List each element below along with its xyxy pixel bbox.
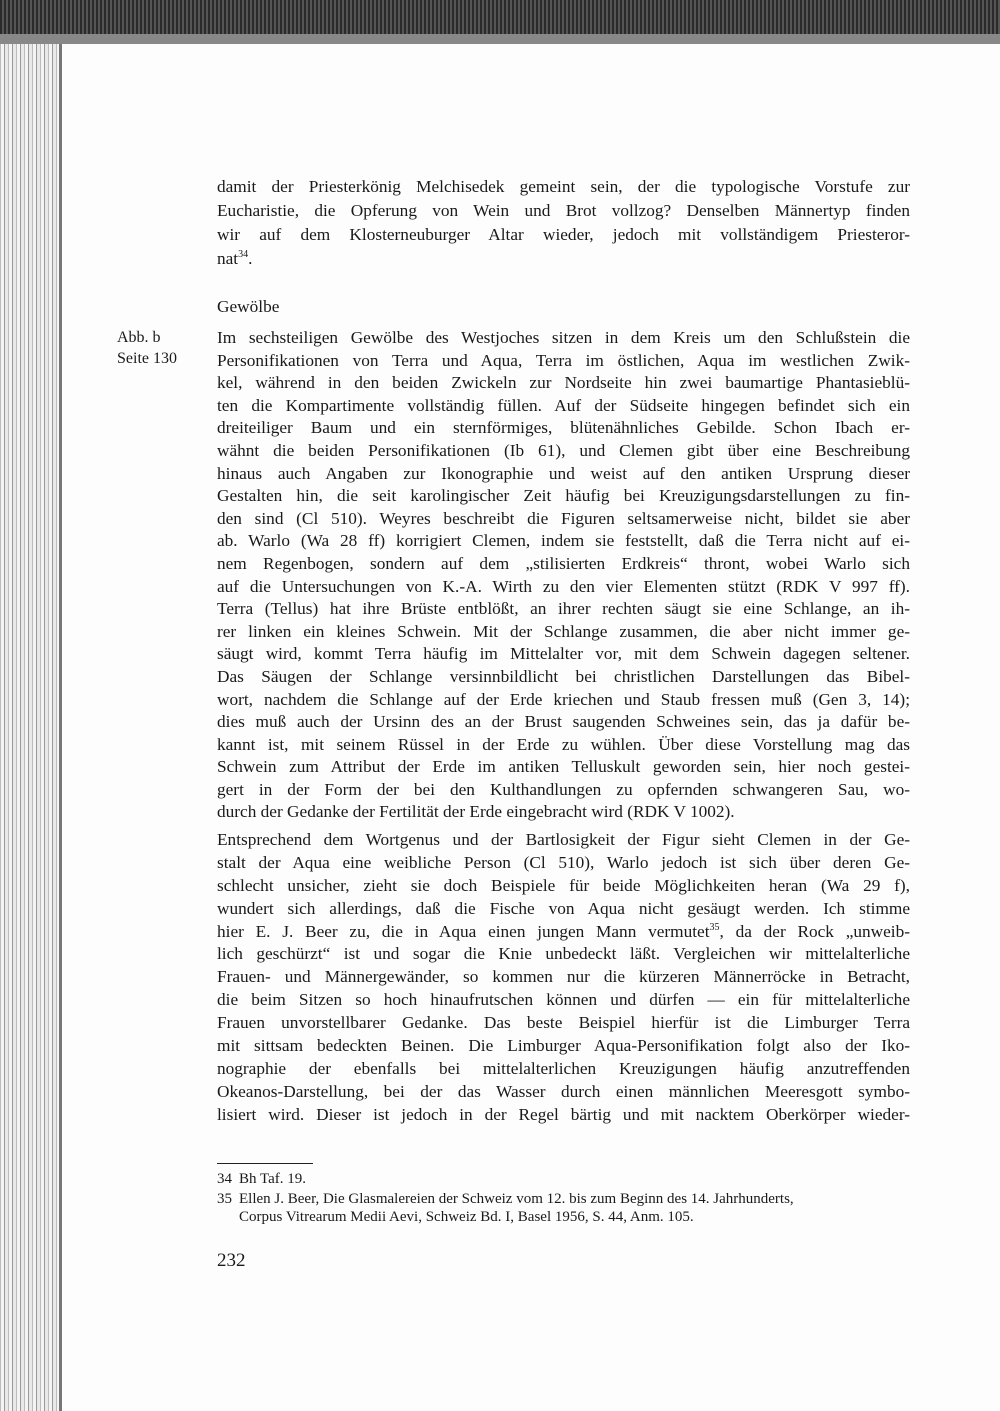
paragraph-1 — [217, 175, 910, 271]
footnote-ref: 35 — [709, 921, 720, 933]
text: . — [248, 249, 253, 268]
text-line: säugt wird, kommt Terra häufig im Mittelalter vor, mit dem Schwein dagegen seltener. — [217, 644, 910, 664]
footnote-number: 34 — [217, 1171, 232, 1187]
text-line: dreiteiliger Baum und ein sternförmiges, blütenähnliches Gebilde. Schon Ibach er- — [217, 418, 910, 438]
footnote-number: 35 — [217, 1191, 232, 1207]
paragraph-2 — [217, 327, 910, 824]
text-line: auf die Untersuchungen von K.-A. Wirth zu den vier Elementen stützt (RDK V 997 ff). — [217, 576, 910, 596]
text-line: nographie der ebenfalls bei mittelalterlichen Kreuzigungen häufig anzutreffenden — [217, 1058, 910, 1078]
text-line: die beim Sitzen so hoch hinaufrutschen können und dürfen — ein für mittelalterliche — [217, 990, 910, 1010]
page-number: 232 — [217, 1250, 246, 1271]
footnote-text: Ellen J. Beer, Die Glasmalereien der Schweiz vom 12. bis zum Beginn des 14. Jahrhunderts, — [239, 1191, 794, 1207]
text-line: hinaus auch Angaben zur Ikonographie und weist auf den antiken Ursprung dieser — [217, 463, 910, 483]
text: hier E. J. Beer zu, die in Aqua einen jungen Mann vermutet — [217, 921, 710, 941]
scan-top-edge — [0, 0, 1000, 44]
text-line: schlecht unsicher, zieht sie doch Beispiele für beide Möglichkeiten heran (Wa 29 f), — [217, 875, 910, 895]
text-line: rer linken ein kleines Schwein. Mit der Schlange zusammen, die aber nicht immer ge- — [217, 621, 910, 641]
text-line: damit der Priesterkönig Melchisedek gemeint sein, der die typologische Vorstufe zur — [217, 177, 910, 196]
text-line: Schwein zum Attribut der Erde im antiken Telluskult geworden sein, hier noch gestei- — [217, 757, 910, 777]
text-line: Gestalten hin, die seit karolingischer Zeit häufig bei Kreuzigungsdarstellungen zu fin- — [217, 486, 910, 506]
text: , da der Rock „unweib- — [719, 921, 910, 941]
section-heading: Gewölbe — [217, 297, 280, 316]
text-line: lisiert wird. Dieser ist jedoch in der Regel bärtig und mit nacktem Oberkörper wieder- — [217, 1104, 910, 1124]
footnote-34 — [217, 1170, 917, 1188]
text-line: mit sittsam bedeckten Beinen. Die Limburger Aqua-Personifikation folgt also der Iko- — [217, 1036, 910, 1056]
footnote-ref: 34 — [238, 249, 249, 261]
text-line: Terra (Tellus) hat ihre Brüste entblößt, an ihrer rechten säugt sie eine Schlange, an ih- — [217, 599, 910, 619]
text-line: wähnt die beiden Personifikationen (Ib 61), und Clemen gibt über eine Beschreibung — [217, 440, 910, 460]
text-line: Im sechsteiligen Gewölbe des Westjoches sitzen in dem Kreis um den Schlußstein die — [217, 328, 910, 347]
text-line: Das Säugen der Schlange versinnbildlicht bei christlichen Darstellungen das Bibel- — [217, 666, 910, 686]
text-line: Personifikationen von Terra und Aqua, Terra im östlichen, Aqua im westlichen Zwik- — [217, 350, 910, 370]
text-line: stalt der Aqua eine weibliche Person (Cl 510), Warlo jedoch ist sich über deren Ge- — [217, 852, 910, 872]
text-line: lich geschürzt“ ist und sogar die Knie unbedeckt läßt. Vergleichen wir mittelalterliche — [217, 944, 910, 964]
margin-note — [117, 327, 177, 369]
text-line: wundert sich allerdings, daß die Fische von Aqua nicht gesäugt werden. Ich stimme — [217, 898, 910, 918]
text-line: gert in der Form der bei den Kulthandlungen zu opfernden schwangeren Sau, wo- — [217, 779, 910, 799]
text-line: Okeanos-Darstellung, bei der das Wasser durch einen männlichen Meeresgott symbo- — [217, 1081, 910, 1101]
text-line: wir auf dem Klosterneuburger Altar wieder, jedoch mit vollständigem Priesteror- — [217, 225, 910, 244]
text-line: wort, nachdem die Schlange auf der Erde kriechen und Staub fressen muß (Gen 3, 14); — [217, 689, 910, 709]
text-line: Frauen unvorstellbarer Gedanke. Das beste Beispiel hierfür ist die Limburger Terra — [217, 1013, 910, 1033]
footnote-35 — [217, 1190, 917, 1226]
text-line: durch der Gedanke der Fertilität der Erde eingebracht wird (RDK V 1002). — [217, 802, 735, 822]
text-line: den sind (Cl 510). Weyres beschreibt die Figuren seltsamerweise nicht, bildet sie aber — [217, 508, 910, 528]
text: nat — [217, 249, 239, 268]
footnote-text: Corpus Vitrearum Medii Aevi, Schweiz Bd. I, Basel 1956, S. 44, Anm. 105. — [239, 1209, 694, 1225]
text-line: Frauen- und Männergewänder, so kommen nur die kürzeren Männerröcke in Betracht, — [217, 967, 910, 987]
margin-note-figure: Abb. b — [117, 329, 161, 346]
footnote-text: Bh Taf. 19. — [239, 1171, 307, 1187]
text-line: ten die Kompartimente vollständig füllen. Auf der Südseite hingegen befindet sich ein — [217, 395, 910, 415]
paragraph-3 — [217, 829, 910, 1127]
text-line: nem Regenbogen, sondern auf dem „stilisierten Erdkreis“ thront, wobei Warlo sich — [217, 553, 910, 573]
text-line: Eucharistie, die Opferung von Wein und Brot vollzog? Denselben Männertyp finden — [217, 201, 910, 220]
text-line — [217, 247, 910, 271]
text-line: ab. Warlo (Wa 28 ff) korrigiert Clemen, indem sie feststellt, daß die Terra nicht auf ei- — [217, 531, 910, 551]
text-line: kel, während in den beiden Zwickeln zur Nordseite hin zwei baumartige Phantasieblü- — [217, 373, 910, 393]
text-line: dies muß auch der Ursinn des an der Brust saugenden Schweines sein, das ja dafür be- — [217, 712, 910, 732]
text-line — [217, 921, 910, 944]
text-line: kannt ist, mit seinem Rüssel in der Erde zu wühlen. Über diese Vorstellung mag das — [217, 734, 910, 754]
page-stack-edge — [0, 44, 62, 1411]
margin-note-page: Seite 130 — [117, 350, 177, 367]
footnote-rule — [217, 1163, 313, 1164]
text-line: Entsprechend dem Wortgenus und der Bartlosigkeit der Figur sieht Clemen in der Ge- — [217, 830, 910, 849]
